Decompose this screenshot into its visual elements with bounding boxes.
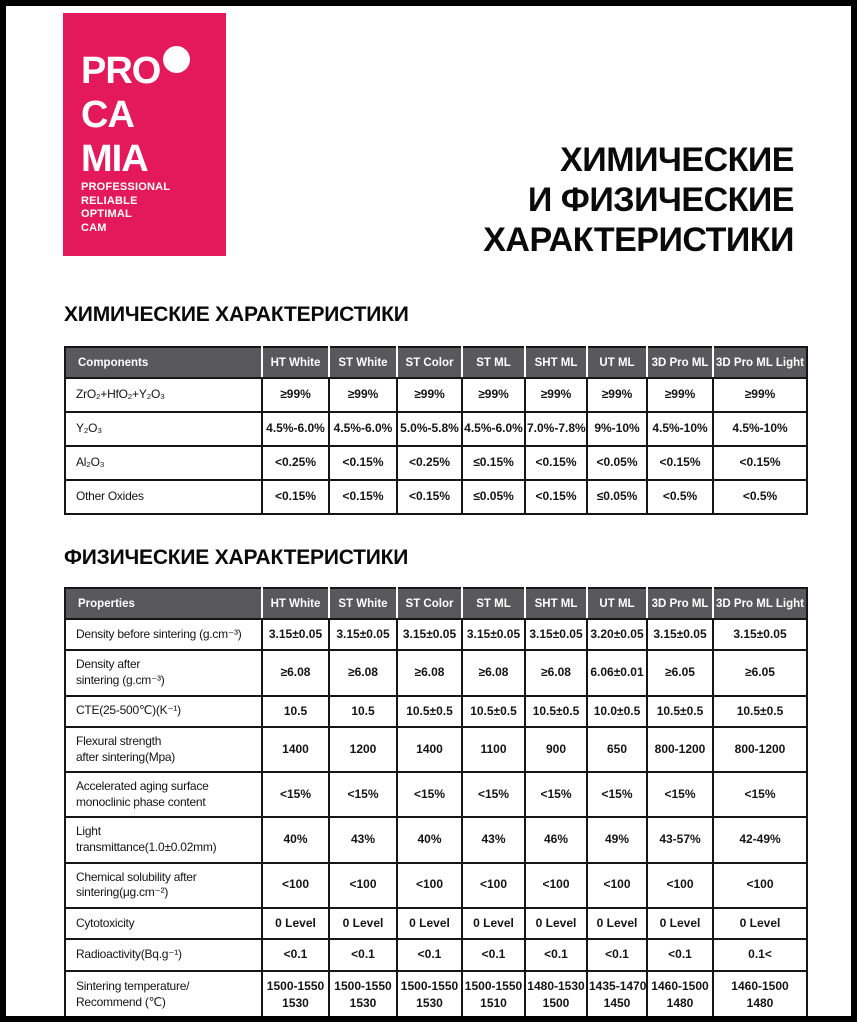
cell-value: 1500-1550 1510 xyxy=(462,971,525,1020)
cell-value: 0 Level xyxy=(397,908,462,939)
cell-value: <0.1 xyxy=(262,939,329,970)
cell-value: 1500-1550 1530 xyxy=(397,971,462,1020)
cell-value: 4.5%-10% xyxy=(713,412,807,446)
cell-value: <15% xyxy=(262,772,329,817)
row-label: Cytotoxicity xyxy=(65,908,262,939)
row-label: Radioactivity(Bq.g⁻¹) xyxy=(65,939,262,970)
cell-value: <15% xyxy=(525,772,587,817)
cell-value: <0.15% xyxy=(525,446,587,480)
cell-value: ≥99% xyxy=(587,378,647,412)
cell-value: <0.25% xyxy=(262,446,329,480)
cell-value: 3.15±0.05 xyxy=(462,619,525,650)
cell-value: 4.5%-6.0% xyxy=(462,412,525,446)
cell-value: 3.15±0.05 xyxy=(647,619,713,650)
cell-value: 1400 xyxy=(397,727,462,772)
column-header: 3D Pro ML xyxy=(647,347,713,378)
cell-value: <0.1 xyxy=(462,939,525,970)
table-row xyxy=(65,727,807,772)
column-header: 3D Pro ML Light xyxy=(713,588,807,619)
row-label: Flexural strength after sintering(Mpa) xyxy=(65,727,262,772)
page-title xyxy=(483,140,794,260)
table-row xyxy=(65,619,807,650)
cell-value: 0 Level xyxy=(262,908,329,939)
cell-value: ≥6.08 xyxy=(262,650,329,695)
cell-value: 900 xyxy=(525,727,587,772)
cell-value: <15% xyxy=(587,772,647,817)
cell-value: ≥99% xyxy=(397,378,462,412)
cell-value: 6.06±0.01 xyxy=(587,650,647,695)
row-label: ZrO₂+HfO₂+Y₂O₃ xyxy=(65,378,262,412)
row-label: Light transmittance(1.0±0.02mm) xyxy=(65,817,262,862)
cell-value: ≥99% xyxy=(329,378,397,412)
page-title-line: ХАРАКТЕРИСТИКИ xyxy=(483,221,794,259)
cell-value: 0.1< xyxy=(713,939,807,970)
header-row xyxy=(65,588,807,619)
logo-tagline-line: OPTIMAL xyxy=(81,208,132,220)
column-header: UT ML xyxy=(587,588,647,619)
cell-value: <0.1 xyxy=(397,939,462,970)
row-label: Y₂O₃ xyxy=(65,412,262,446)
cell-value: 3.15±0.05 xyxy=(525,619,587,650)
chemical-table-grid xyxy=(64,346,808,515)
logo-word-line: PRO xyxy=(81,50,161,92)
cell-value: ≥6.08 xyxy=(462,650,525,695)
cell-value: 0 Level xyxy=(713,908,807,939)
cell-value: 10.5±0.5 xyxy=(525,696,587,727)
chemical-section-heading: ХИМИЧЕСКИЕ ХАРАКТЕРИСТИКИ xyxy=(64,303,409,326)
cell-value: <0.15% xyxy=(397,480,462,514)
cell-value: ≥99% xyxy=(262,378,329,412)
header-row xyxy=(65,347,807,378)
cell-value: 40% xyxy=(262,817,329,862)
cell-value: ≥99% xyxy=(525,378,587,412)
column-header: ST ML xyxy=(462,347,525,378)
table-row xyxy=(65,772,807,817)
cell-value: <15% xyxy=(329,772,397,817)
column-header: UT ML xyxy=(587,347,647,378)
cell-value: 10.5±0.5 xyxy=(397,696,462,727)
cell-value: 43% xyxy=(462,817,525,862)
cell-value: 0 Level xyxy=(462,908,525,939)
procamia-logo xyxy=(63,13,226,256)
cell-value: 1400 xyxy=(262,727,329,772)
cell-value: <100 xyxy=(525,863,587,908)
cell-value: ≤0.05% xyxy=(462,480,525,514)
cell-value: 0 Level xyxy=(525,908,587,939)
table-row xyxy=(65,908,807,939)
cell-value: <0.1 xyxy=(647,939,713,970)
row-label: CTE(25-500℃)(K⁻¹) xyxy=(65,696,262,727)
cell-value: <15% xyxy=(647,772,713,817)
cell-value: 7.0%-7.8% xyxy=(525,412,587,446)
logo-tagline-line: CAM xyxy=(81,221,107,234)
physical-section-heading: ФИЗИЧЕСКИЕ ХАРАКТЕРИСТИКИ xyxy=(64,546,409,569)
page-title-line: ХИМИЧЕСКИЕ xyxy=(560,141,794,179)
table-row xyxy=(65,863,807,908)
logo-tagline-line: PROFESSIONAL xyxy=(81,181,171,193)
cell-value: ≥99% xyxy=(647,378,713,412)
cell-value: 10.5±0.5 xyxy=(462,696,525,727)
cell-value: 10.5±0.5 xyxy=(713,696,807,727)
cell-value: ≥99% xyxy=(462,378,525,412)
cell-value: ≥6.08 xyxy=(329,650,397,695)
logo-tagline xyxy=(81,181,170,235)
cell-value: <0.25% xyxy=(397,446,462,480)
cell-value: 1460-1500 1480 xyxy=(713,971,807,1020)
cell-value: ≤0.15% xyxy=(462,446,525,480)
cell-value: <15% xyxy=(397,772,462,817)
cell-value: 43-57% xyxy=(647,817,713,862)
column-header: ST ML xyxy=(462,588,525,619)
cell-value: <15% xyxy=(462,772,525,817)
cell-value: 3.15±0.05 xyxy=(713,619,807,650)
cell-value: 3.15±0.05 xyxy=(329,619,397,650)
column-header: ST White xyxy=(329,588,397,619)
table-row xyxy=(65,971,807,1020)
logo-tagline-line: RELIABLE xyxy=(81,194,138,207)
cell-value: <0.15% xyxy=(262,480,329,514)
cell-value: ≤0.05% xyxy=(587,480,647,514)
table-row xyxy=(65,412,807,446)
cell-value: 10.0±0.5 xyxy=(587,696,647,727)
cell-value: <0.5% xyxy=(647,480,713,514)
chemical-table xyxy=(64,346,806,515)
table-row xyxy=(65,378,807,412)
cell-value: 3.15±0.05 xyxy=(262,619,329,650)
column-header: ST Color xyxy=(397,347,462,378)
table-row xyxy=(65,696,807,727)
column-header: 3D Pro ML Light xyxy=(713,347,807,378)
cell-value: <0.15% xyxy=(647,446,713,480)
row-label: Chemical solubility after sintering(μg.cm⁻²) xyxy=(65,863,262,908)
cell-value: 800-1200 xyxy=(713,727,807,772)
cell-value: <0.1 xyxy=(525,939,587,970)
cell-value: 3.15±0.05 xyxy=(397,619,462,650)
cell-value: 0 Level xyxy=(587,908,647,939)
cell-value: <100 xyxy=(329,863,397,908)
cell-value: 0 Level xyxy=(329,908,397,939)
column-header: ST Color xyxy=(397,588,462,619)
cell-value: 1435-1470 1450 xyxy=(587,971,647,1020)
cell-value: 5.0%-5.8% xyxy=(397,412,462,446)
page-title-line: И ФИЗИЧЕСКИЕ xyxy=(527,181,794,219)
row-label: Density before sintering (g.cm⁻³) xyxy=(65,619,262,650)
table-row xyxy=(65,480,807,514)
cell-value: <100 xyxy=(462,863,525,908)
cell-value: 0 Level xyxy=(647,908,713,939)
table-row xyxy=(65,817,807,862)
logo-word-line: MIA xyxy=(81,138,148,180)
cell-value: <0.15% xyxy=(329,480,397,514)
cell-value: <0.1 xyxy=(329,939,397,970)
cell-value: <100 xyxy=(262,863,329,908)
cell-value: 4.5%-10% xyxy=(647,412,713,446)
row-label: Sintering temperature/ Recommend (℃) xyxy=(65,971,262,1020)
row-label: Other Oxides xyxy=(65,480,262,514)
cell-value: ≥6.08 xyxy=(525,650,587,695)
cell-value: 40% xyxy=(397,817,462,862)
column-header: HT White xyxy=(262,347,329,378)
cell-value: <0.15% xyxy=(713,446,807,480)
cell-value: 10.5±0.5 xyxy=(647,696,713,727)
cell-value: <100 xyxy=(587,863,647,908)
cell-value: <0.5% xyxy=(713,480,807,514)
table-row xyxy=(65,939,807,970)
cell-value: 1500-1550 1530 xyxy=(262,971,329,1020)
logo-dot-icon xyxy=(163,46,190,73)
cell-value: 10.5 xyxy=(329,696,397,727)
cell-value: 1460-1500 1480 xyxy=(647,971,713,1020)
cell-value: 650 xyxy=(587,727,647,772)
column-header: Properties xyxy=(65,588,262,619)
column-header: SHT ML xyxy=(525,347,587,378)
cell-value: <15% xyxy=(713,772,807,817)
cell-value: <100 xyxy=(713,863,807,908)
cell-value: ≥6.08 xyxy=(397,650,462,695)
cell-value: 49% xyxy=(587,817,647,862)
cell-value: <100 xyxy=(397,863,462,908)
column-header: SHT ML xyxy=(525,588,587,619)
cell-value: 1500-1550 1530 xyxy=(329,971,397,1020)
cell-value: 1100 xyxy=(462,727,525,772)
column-header: Components xyxy=(65,347,262,378)
cell-value: 3.20±0.05 xyxy=(587,619,647,650)
physical-table xyxy=(64,587,806,1020)
physical-table-grid xyxy=(64,587,808,1020)
cell-value: 46% xyxy=(525,817,587,862)
cell-value: 800-1200 xyxy=(647,727,713,772)
row-label: Accelerated aging surface monoclinic phase content xyxy=(65,772,262,817)
cell-value: 43% xyxy=(329,817,397,862)
cell-value: ≥6.05 xyxy=(647,650,713,695)
cell-value: 1200 xyxy=(329,727,397,772)
cell-value: <0.05% xyxy=(587,446,647,480)
cell-value: 10.5 xyxy=(262,696,329,727)
column-header: ST White xyxy=(329,347,397,378)
logo-wordmark xyxy=(81,49,160,181)
cell-value: <0.15% xyxy=(525,480,587,514)
cell-value: <0.1 xyxy=(587,939,647,970)
row-label: Al₂O₃ xyxy=(65,446,262,480)
cell-value: 1480-1530 1500 xyxy=(525,971,587,1020)
column-header: HT White xyxy=(262,588,329,619)
cell-value: <0.15% xyxy=(329,446,397,480)
cell-value: 4.5%-6.0% xyxy=(329,412,397,446)
table-row xyxy=(65,650,807,695)
cell-value: 4.5%-6.0% xyxy=(262,412,329,446)
column-header: 3D Pro ML xyxy=(647,588,713,619)
cell-value: 9%-10% xyxy=(587,412,647,446)
cell-value: <100 xyxy=(647,863,713,908)
cell-value: 42-49% xyxy=(713,817,807,862)
row-label: Density after sintering (g.cm⁻³) xyxy=(65,650,262,695)
cell-value: ≥6.05 xyxy=(713,650,807,695)
logo-word-line: CA xyxy=(81,94,134,136)
table-row xyxy=(65,446,807,480)
cell-value: ≥99% xyxy=(713,378,807,412)
